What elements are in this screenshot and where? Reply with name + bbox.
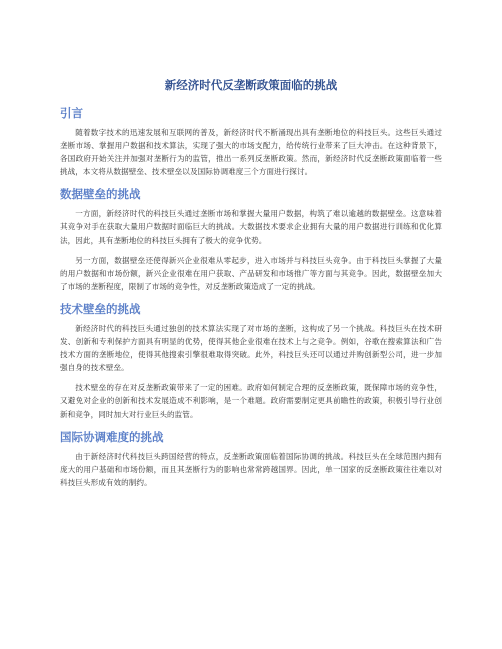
section-technology-barrier xyxy=(60,300,442,421)
section-data-barrier xyxy=(60,185,442,293)
section-international-coordination xyxy=(60,428,442,489)
paragraph: 随着数字技术的迅速发展和互联网的普及，新经济时代不断涌现出具有垄断地位的科技巨头。这些巨头通过垄断市场、掌握用户数据和技术算法，实现了强大的市场支配力，给传统行业带来了巨大冲击。在这种背景下，各国政府开始关注并加强对垄断行为的监管，推出一系列反垄断政策。然而，新经济时代反垄断政策面临着一些挑战，本文将从数据壁垒、技术壁垒以及国际协调难度三个方面进行探讨。 xyxy=(60,128,442,177)
section-heading-technology-barrier: 技术壁垒的挑战 xyxy=(60,301,141,316)
document-page xyxy=(60,76,442,496)
section-heading-international-coordination: 国际协调难度的挑战 xyxy=(60,429,164,444)
paragraph: 新经济时代的科技巨头通过独创的技术算法实现了对市场的垄断，这构成了另一个挑战。科技巨头在技术研发、创新和专利保护方面具有明显的优势，使得其他企业很难在技术上与之竞争。例如，谷歌在搜索算法和广告技术方面的垄断地位，使得其他搜索引擎很难取得突破。此外，科技巨头还可以通过并购创新型公司，进一步加强自身的技术壁垒。 xyxy=(60,323,442,373)
section-heading-data-barrier: 数据壁垒的挑战 xyxy=(60,187,141,202)
paragraph: 技术壁垒的存在对反垄断政策带来了一定的困难。政府如何制定合理的反垄断政策，既保障市场的竞争性，又避免对企业的创新和技术发展造成不利影响，是一个难题。政府需要制定更具前瞻性的政策，积极引导行业创新和竞争，同时加大对行业巨头的监管。 xyxy=(60,383,442,419)
paragraph: 另一方面，数据壁垒还使得新兴企业很难从零起步，进入市场并与科技巨头竞争。由于科技巨头掌握了大量的用户数据和市场份额，新兴企业很难在用户获取、产品研发和市场推广等方面与其竞争。因此，数据壁垒加大了市场的垄断程度，限制了市场的竞争性，对反垄断政策造成了一定的挑战。 xyxy=(60,255,442,291)
document-title: 新经济时代反垄断政策面临的挑战 xyxy=(164,78,338,92)
section-introduction xyxy=(60,104,442,178)
section-heading-introduction: 引言 xyxy=(60,106,83,120)
paragraph: 一方面，新经济时代的科技巨头通过垄断市场和掌握大量用户数据，构筑了难以逾越的数据壁垒。这意味着其竞争对手在获取大量用户数据时面临巨大的挑战。大数据技术要求企业拥有大量的用户数据进行训练和优化算法，因此，具有垄断地位的科技巨头拥有了极大的竞争优势。 xyxy=(60,209,442,245)
paragraph: 由于新经济时代科技巨头跨国经营的特点，反垄断政策面临着国际协调的挑战。科技巨头在全球范围内拥有庞大的用户基础和市场份额，而且其垄断行为的影响也常常跨越国界。因此，单一国家的反垄断政策往往难以对科技巨头形成有效的制约。 xyxy=(60,451,442,487)
